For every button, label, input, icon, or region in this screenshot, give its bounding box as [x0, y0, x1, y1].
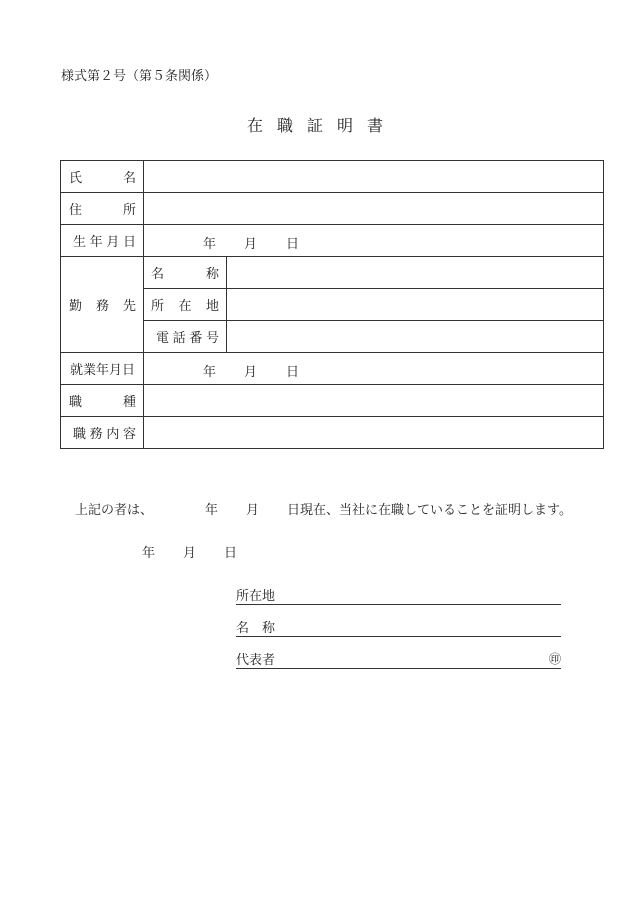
signature-location-label: 所在地	[236, 589, 276, 604]
duties-label: 職 務 内 容	[73, 427, 136, 442]
employer-name-field[interactable]	[227, 257, 604, 289]
birthdate-label: 生 年 月 日	[73, 235, 136, 250]
job-type-field[interactable]	[144, 385, 604, 417]
statement-suffix: 日現在、当社に在職していることを証明します。	[287, 503, 572, 518]
employer-name-label: 名 称	[151, 267, 219, 282]
statement-month: 月	[246, 503, 260, 518]
row-job-type	[61, 385, 604, 417]
employer-location-field[interactable]	[227, 289, 604, 321]
signature-name-label: 名 称	[236, 621, 276, 636]
employer-location-label: 所 在 地	[151, 299, 219, 314]
signature-representative-label: 代表者	[236, 653, 276, 668]
document-title: 在職証明書	[246, 116, 397, 135]
address-field[interactable]	[144, 193, 604, 225]
form-number: 様式第２号（第５条関係）	[61, 69, 218, 84]
statement-prefix: 上記の者は、	[75, 503, 154, 518]
row-birthdate	[61, 225, 604, 257]
employer-label: 勤 務 先	[69, 299, 136, 314]
signature-representative-line[interactable]	[236, 650, 561, 669]
address-label: 住 所	[69, 203, 136, 218]
duties-field[interactable]	[144, 417, 604, 449]
row-name	[61, 161, 604, 193]
signature-name-line[interactable]	[236, 618, 561, 637]
employment-date-label: 就業年月日	[69, 363, 135, 378]
employer-phone-label: 電 話 番 号	[156, 331, 219, 346]
employer-phone-field[interactable]	[227, 321, 604, 353]
row-employer-name	[61, 257, 604, 289]
row-duties	[61, 417, 604, 449]
certificate-table	[60, 160, 604, 449]
birthdate-field[interactable]: 年 月 日	[144, 225, 604, 257]
job-type-label: 職 種	[69, 395, 136, 410]
row-address	[61, 193, 604, 225]
statement-year: 年	[205, 503, 219, 518]
employment-date-field[interactable]: 年 月 日	[144, 353, 604, 385]
row-employment-date	[61, 353, 604, 385]
name-field[interactable]	[144, 161, 604, 193]
seal-icon: ㊞	[548, 652, 561, 666]
name-label: 氏 名	[69, 171, 136, 186]
signature-location-line[interactable]	[236, 586, 561, 605]
